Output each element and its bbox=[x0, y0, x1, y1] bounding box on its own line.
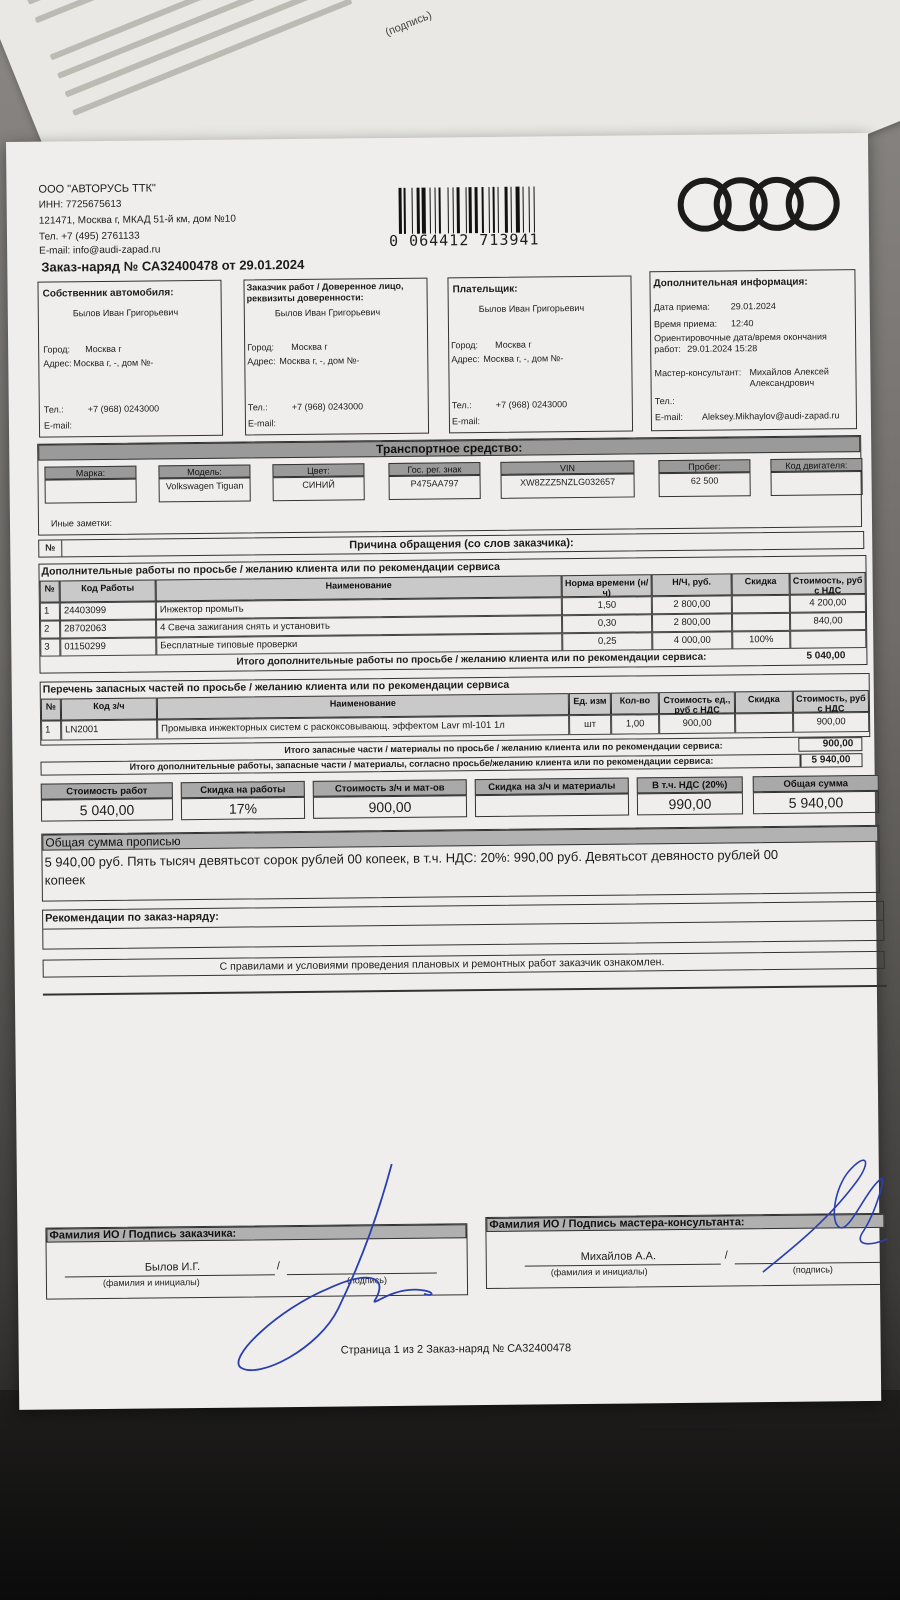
extra-time: 12:40 bbox=[730, 318, 754, 329]
company-email: E-mail: info@audi-zapad.ru bbox=[39, 244, 161, 257]
divider bbox=[43, 985, 887, 995]
payer-addr-label: Адрес: bbox=[451, 354, 480, 365]
summary-value: 900,00 bbox=[313, 795, 467, 819]
summary-value: 990,00 bbox=[637, 792, 743, 815]
grand-total-row bbox=[40, 753, 862, 776]
works-total-label: Итого дополнительные работы по просьбе / желанию клиента или по рекомендации сервиса: bbox=[236, 651, 707, 668]
company-inn: ИНН: 7725675613 bbox=[38, 198, 122, 211]
owner-email-label: E-mail: bbox=[43, 420, 73, 431]
owner-addr-label: Адрес: bbox=[43, 358, 72, 369]
works-col-header: Норма времени (н/ч) bbox=[562, 574, 652, 597]
grand-total-label: Итого дополнительные работы, запасные части / материалы, согласно просьбе/желанию клиента или по рекомендации сервиса: bbox=[129, 755, 714, 772]
works-col-header: Наименование bbox=[156, 575, 562, 601]
works-cell: 0,25 bbox=[562, 632, 652, 651]
parts-cell bbox=[735, 713, 793, 734]
text-line bbox=[57, 0, 412, 79]
audi-logo-icon bbox=[674, 173, 843, 235]
works-cell: 840,00 bbox=[790, 612, 866, 631]
barcode-bar bbox=[469, 187, 472, 233]
customer-sign-sub-sign: (подпись) bbox=[346, 1275, 388, 1286]
works-cell: 4 Свеча зажигания снять и установить bbox=[156, 615, 562, 637]
extra-time-label: Время приема: bbox=[653, 318, 718, 330]
summary-label: Стоимость работ bbox=[41, 782, 173, 799]
summary-boxes bbox=[41, 775, 877, 828]
works-cell: 1,50 bbox=[562, 596, 652, 615]
barcode-bar bbox=[528, 187, 530, 233]
master-sign-sub-name: (фамилия и инициалы) bbox=[550, 1266, 648, 1278]
grand-total: 5 940,00 bbox=[811, 754, 851, 766]
barcode-bar bbox=[481, 187, 484, 233]
payer-name: Былов Иван Григорьевич bbox=[478, 302, 585, 315]
reason-title: Причина обращения (со слов заказчика): bbox=[349, 537, 574, 552]
summary-value: 5 040,00 bbox=[41, 798, 173, 821]
owner-name: Былов Иван Григорьевич bbox=[72, 307, 179, 319]
owner-city: Москва г bbox=[85, 343, 122, 355]
summary-label: Стоимость з/ч и мат-ов bbox=[313, 779, 467, 797]
master-sign-sub-sign: (подпись) bbox=[792, 1264, 833, 1275]
parts-title: Перечень запасных частей по просьбе / желанию клиента или по рекомендации сервиса bbox=[42, 678, 510, 696]
vehicle-field-label: VIN bbox=[500, 460, 634, 474]
divider bbox=[799, 755, 801, 767]
extra-title: Дополнительная информация: bbox=[653, 276, 808, 290]
works-cell: 4 000,00 bbox=[652, 631, 732, 650]
text-line bbox=[72, 0, 352, 116]
company-address: 121471, Москва г, МКАД 51-й км, дом №10 bbox=[38, 213, 236, 227]
works-col-header: Н/Ч, руб. bbox=[652, 573, 732, 596]
extra-date-label: Дата приема: bbox=[653, 301, 710, 313]
works-cell: 1 bbox=[40, 602, 60, 620]
works-cell: 0,30 bbox=[562, 614, 652, 633]
reason-row bbox=[38, 531, 864, 558]
barcode-bar bbox=[474, 187, 478, 233]
master-sign-name: Михайлов А.А. bbox=[580, 1250, 657, 1264]
parts-cell: Промывка инжекторных систем с раскоксовывающ. эффектом Lavr ml-101 1л bbox=[157, 715, 569, 739]
works-cell bbox=[732, 595, 790, 614]
vehicle-field-value: 62 500 bbox=[659, 472, 751, 497]
parts-total: 900,00 bbox=[798, 737, 862, 752]
vehicle-field-value: СИНИЙ bbox=[273, 476, 365, 501]
parts-table bbox=[41, 690, 869, 743]
vehicle-field-label: Код двигателя: bbox=[770, 458, 862, 472]
works-cell: Бесплатные типовые проверки bbox=[156, 633, 562, 655]
customer-email-label: E-mail: bbox=[247, 418, 277, 429]
parts-col-header: Код з/ч bbox=[61, 697, 157, 720]
customer-city: Москва г bbox=[291, 341, 328, 353]
reason-num: № bbox=[45, 542, 56, 553]
agreement-row bbox=[43, 951, 885, 978]
barcode-bar bbox=[417, 188, 420, 234]
barcode-bar bbox=[523, 187, 525, 233]
master-sign-slash: / bbox=[724, 1249, 728, 1262]
barcode-bar bbox=[465, 187, 467, 233]
parts-col-header: Наименование bbox=[157, 693, 569, 719]
works-total: 5 040,00 bbox=[806, 650, 846, 662]
sum-in-words bbox=[41, 825, 880, 902]
summary-label: В т.ч. НДС (20%) bbox=[637, 776, 743, 793]
works-table bbox=[40, 572, 867, 657]
vehicle-field-label: Модель: bbox=[158, 464, 250, 478]
customer-city-label: Город: bbox=[247, 342, 275, 353]
words-line2: копеек bbox=[44, 872, 86, 888]
works-cell: 4 200,00 bbox=[790, 594, 866, 613]
barcode-bar bbox=[510, 187, 512, 233]
payer-email-label: E-mail: bbox=[451, 416, 481, 427]
words-line1: 5 940,00 руб. Пять тысяч девятьсот сорок рублей 00 копеек, в т.ч. НДС: 20%: 990,00 руб. Девятьсот девяносто рублей 00 bbox=[44, 846, 779, 870]
works-col-header: № bbox=[40, 580, 60, 602]
payer-city: Москва г bbox=[495, 339, 532, 350]
vehicle-field-value bbox=[770, 471, 862, 496]
parts-col-header: Ед. изм bbox=[569, 693, 611, 715]
parts-cell: 900,00 bbox=[659, 713, 735, 734]
parts-col-header: Скидка bbox=[735, 691, 793, 714]
parts-col-header: Стоимость, руб с НДС bbox=[793, 690, 869, 713]
extra-tel-label: Тел.: bbox=[654, 396, 675, 407]
barcode-bar bbox=[533, 186, 535, 232]
customer-sign-name: Былов И.Г. bbox=[144, 1261, 201, 1274]
vehicle-field-value: Volkswagen Tiguan bbox=[159, 477, 251, 502]
vehicle-field-value: Р475АА797 bbox=[389, 475, 481, 500]
vehicle-field-value: XW8ZZZ5NZLG032657 bbox=[501, 473, 635, 498]
master-sign-title: Фамилия ИО / Подпись мастера-консультанта: bbox=[486, 1214, 884, 1232]
owner-city-label: Город: bbox=[43, 344, 71, 355]
parts-cell: LN2001 bbox=[61, 719, 157, 740]
barcode-bar bbox=[438, 187, 441, 233]
desk-surface bbox=[0, 1390, 900, 1600]
extra-email: Aleksey.Mikhaylov@audi-zapad.ru bbox=[701, 410, 840, 422]
parts-col-header: Стоимость ед., руб с НДС bbox=[659, 691, 735, 714]
summary-value bbox=[475, 794, 629, 818]
vehicle-field-value bbox=[45, 479, 137, 504]
payer-box bbox=[447, 275, 633, 433]
works-cell: 2 800,00 bbox=[652, 613, 732, 632]
extra-email-label: E-mail: bbox=[654, 411, 683, 423]
parts-cell: 900,00 bbox=[793, 712, 869, 733]
works-cell bbox=[790, 630, 866, 649]
barcode-bar bbox=[515, 187, 519, 233]
owner-addr: Москва г, -, дом №- bbox=[73, 357, 154, 369]
parts-col-header: Кол-во bbox=[611, 692, 659, 715]
summary-value: 17% bbox=[181, 797, 305, 820]
customer-sign-sub-name: (фамилия и инициалы) bbox=[102, 1277, 200, 1289]
works-cell bbox=[732, 613, 790, 632]
words-title: Общая сумма прописью bbox=[42, 826, 878, 851]
parts-col-header: № bbox=[41, 698, 61, 720]
vehicle-field-label: Цвет: bbox=[272, 463, 364, 477]
company-phone: Тел. +7 (495) 2761133 bbox=[38, 230, 140, 243]
vehicle-notes-label: Иные заметки: bbox=[50, 517, 113, 529]
extra-master: Михайлов Алексей Александрович bbox=[749, 366, 829, 389]
customer-tel-label: Тел.: bbox=[247, 402, 268, 413]
works-section bbox=[38, 555, 867, 674]
works-col-header: Код Работы bbox=[60, 579, 156, 602]
barcode-bar bbox=[452, 187, 454, 233]
customer-addr-label: Адрес: bbox=[247, 356, 276, 367]
extra-eta: 29.01.2024 15:28 bbox=[687, 343, 758, 354]
extra-info-box bbox=[649, 269, 857, 431]
barcode-bar bbox=[404, 188, 406, 234]
payer-addr: Москва г, -, дом №- bbox=[483, 353, 564, 365]
customer-box bbox=[243, 278, 429, 436]
order-sheet bbox=[6, 133, 881, 1410]
page-footer: Страница 1 из 2 Заказ-наряд № СА32400478 bbox=[340, 1342, 572, 1357]
summary-label: Скидка на работы bbox=[181, 781, 305, 798]
works-col-header: Стоимость, руб с НДС bbox=[790, 572, 866, 595]
works-cell: 100% bbox=[732, 631, 790, 650]
owner-tel-label: Тел.: bbox=[43, 404, 64, 415]
works-cell: 2 800,00 bbox=[652, 595, 732, 614]
vehicle-section bbox=[37, 435, 862, 536]
works-cell: 24403099 bbox=[60, 601, 156, 620]
barcode-bar bbox=[505, 187, 508, 233]
company-name: ООО "АВТОРУСЬ ТТК" bbox=[38, 182, 156, 196]
vehicle-field-label: Пробег: bbox=[658, 459, 750, 473]
extra-master-label: Мастер-консультант: bbox=[654, 367, 742, 379]
payer-tel-label: Тел.: bbox=[451, 400, 472, 411]
owner-title: Собственник автомобиля: bbox=[42, 287, 174, 300]
works-cell: 01150299 bbox=[60, 637, 156, 656]
works-cell: 3 bbox=[40, 638, 60, 656]
works-title: Дополнительные работы по просьбе / желанию клиента или по рекомендации сервиса bbox=[41, 560, 500, 578]
vehicle-field-label: Гос. рег. знак bbox=[388, 462, 480, 476]
customer-name: Былов Иван Григорьевич bbox=[274, 307, 381, 319]
agreement-text: С правилами и условиями проведения плановых и ремонтных работ заказчик ознакомлен. bbox=[219, 956, 665, 973]
barcode-bar bbox=[411, 188, 413, 234]
recommendations-title: Рекомендации по заказ-наряду: bbox=[45, 910, 219, 925]
customer-tel: +7 (968) 0243000 bbox=[291, 401, 364, 413]
works-cell: Инжектор промыть bbox=[156, 597, 562, 619]
vehicle-field-label: Марка: bbox=[44, 466, 136, 480]
owner-box bbox=[37, 280, 223, 438]
summary-label: Общая сумма bbox=[753, 775, 879, 792]
divider bbox=[61, 540, 62, 556]
barcode-bar bbox=[422, 188, 426, 234]
order-title: Заказ-наряд № СА32400478 от 29.01.2024 bbox=[41, 256, 305, 275]
barcode bbox=[399, 186, 575, 234]
barcode-bar bbox=[447, 187, 449, 233]
barcode-bar bbox=[497, 187, 499, 233]
barcode-bar bbox=[488, 187, 490, 233]
payer-title: Плательщик: bbox=[452, 283, 518, 296]
recommendations bbox=[42, 901, 884, 950]
bg-sign-caption: (подпись) bbox=[383, 9, 434, 39]
vehicle-title: Транспортное средство: bbox=[38, 436, 860, 461]
extra-date: 29.01.2024 bbox=[730, 300, 776, 312]
payer-tel: +7 (968) 0243000 bbox=[495, 399, 568, 410]
owner-tel: +7 (968) 0243000 bbox=[87, 403, 160, 415]
barcode-bar bbox=[456, 187, 460, 233]
customer-sign-title: Фамилия ИО / Подпись заказчика: bbox=[46, 1224, 466, 1242]
barcode-number: 0 064412 713941 bbox=[388, 230, 540, 250]
parts-cell: 1 bbox=[41, 720, 61, 740]
barcode-bar bbox=[435, 188, 437, 234]
barcode-bar bbox=[399, 188, 402, 234]
master-handwritten-signature bbox=[757, 1151, 898, 1282]
barcode-bar bbox=[429, 188, 431, 234]
customer-addr: Москва г, -, дом №- bbox=[279, 355, 360, 367]
payer-city-label: Город: bbox=[451, 340, 479, 351]
works-cell: 28702063 bbox=[60, 619, 156, 638]
customer-sign-slash: / bbox=[276, 1260, 280, 1273]
parts-section bbox=[40, 673, 871, 746]
parts-total-label: Итого запасные части / материалы по просьбе / желанию клиента или по рекомендации сервиса: bbox=[284, 740, 723, 756]
parts-cell: 1,00 bbox=[611, 714, 659, 735]
works-col-header: Скидка bbox=[732, 573, 790, 596]
summary-value: 5 940,00 bbox=[753, 791, 879, 814]
customer-title: Заказчик работ / Доверенное лицо, реквизиты доверенности: bbox=[246, 280, 404, 304]
parts-cell: шт bbox=[569, 715, 611, 735]
summary-label: Скидка на з/ч и материалы bbox=[475, 778, 629, 796]
extra-eta-label: Ориентировочные дата/время окончания работ: bbox=[654, 331, 827, 355]
barcode-bar bbox=[492, 187, 495, 233]
works-cell: 2 bbox=[40, 620, 60, 638]
